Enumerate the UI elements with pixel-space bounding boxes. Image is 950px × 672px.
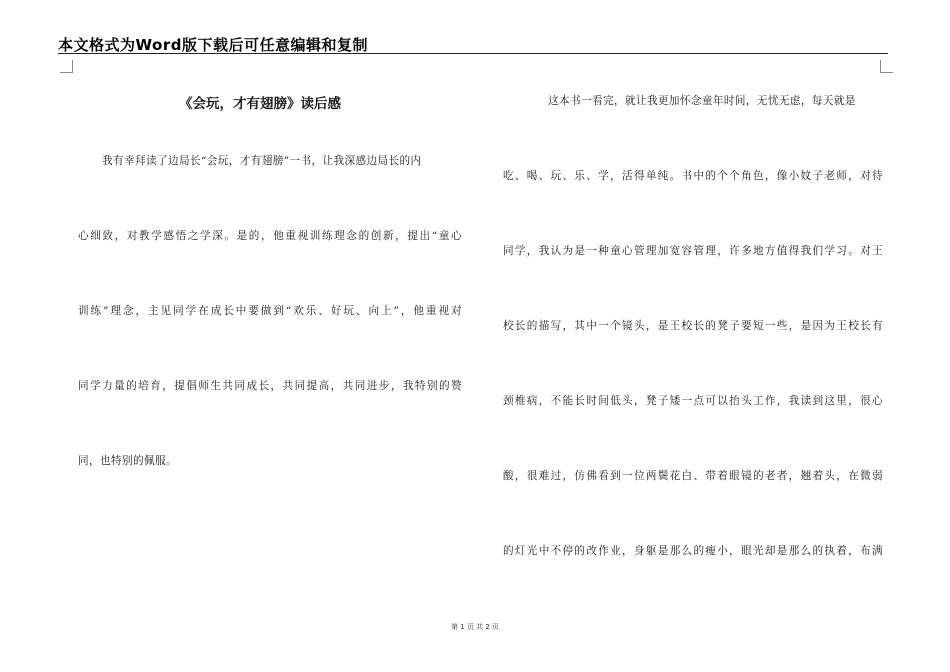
paragraph-line: 这本书一看完，就让我更加怀念童年时间，无忧无虑，每天就是 — [548, 95, 856, 107]
page-number: 第 1 页 共 2 页 — [450, 623, 500, 631]
banner-divider — [58, 53, 888, 54]
paragraph-line: 的灯光中不停的改作业，身躯是那么的瘦小，眼光却是那么的执着，布满 — [503, 545, 883, 557]
paragraph-line: 颈椎病，不能长时间低头，凳子矮一点可以抬头工作，我读到这里，很心 — [503, 395, 883, 407]
paragraph-line: 训练”理念，主见同学在成长中要做到“欢乐、好玩、向上”，他重视对 — [78, 305, 462, 317]
crop-mark-top-right — [880, 60, 893, 73]
paragraph-line: 同学力量的培育，提倡师生共同成长，共同提高，共同进步，我特别的赞 — [78, 380, 462, 392]
paragraph-line: 同学，我认为是一种童心管理加宽容管理，许多地方值得我们学习。对王 — [503, 245, 883, 257]
document-title: 《会玩，才有翅膀》读后感 — [179, 96, 341, 112]
paragraph-line: 我有幸拜读了边局长“会玩，才有翅膀”一书，让我深感边局长的内 — [102, 155, 422, 167]
paragraph-line: 吃、喝、玩、乐、学，活得单纯。书中的个个角色，像小妏子老师，对待 — [503, 170, 883, 182]
crop-mark-top-left — [60, 60, 73, 73]
paragraph-line: 同，也特别的佩服。 — [78, 455, 177, 467]
paragraph-line: 校长的描写，其中一个镜头，是王校长的凳子要短一些，是因为王校长有 — [503, 320, 883, 332]
download-banner: 本文格式为Word版下载后可任意编辑和复制 — [58, 36, 368, 54]
paragraph-line: 酸，很难过，仿佛看到一位两鬓花白、带着眼镜的老者，翘着头，在微弱 — [503, 470, 883, 482]
paragraph-line: 心细致，对教学感悟之学深。是的，他重视训练理念的创新，提出“童心 — [78, 230, 462, 242]
